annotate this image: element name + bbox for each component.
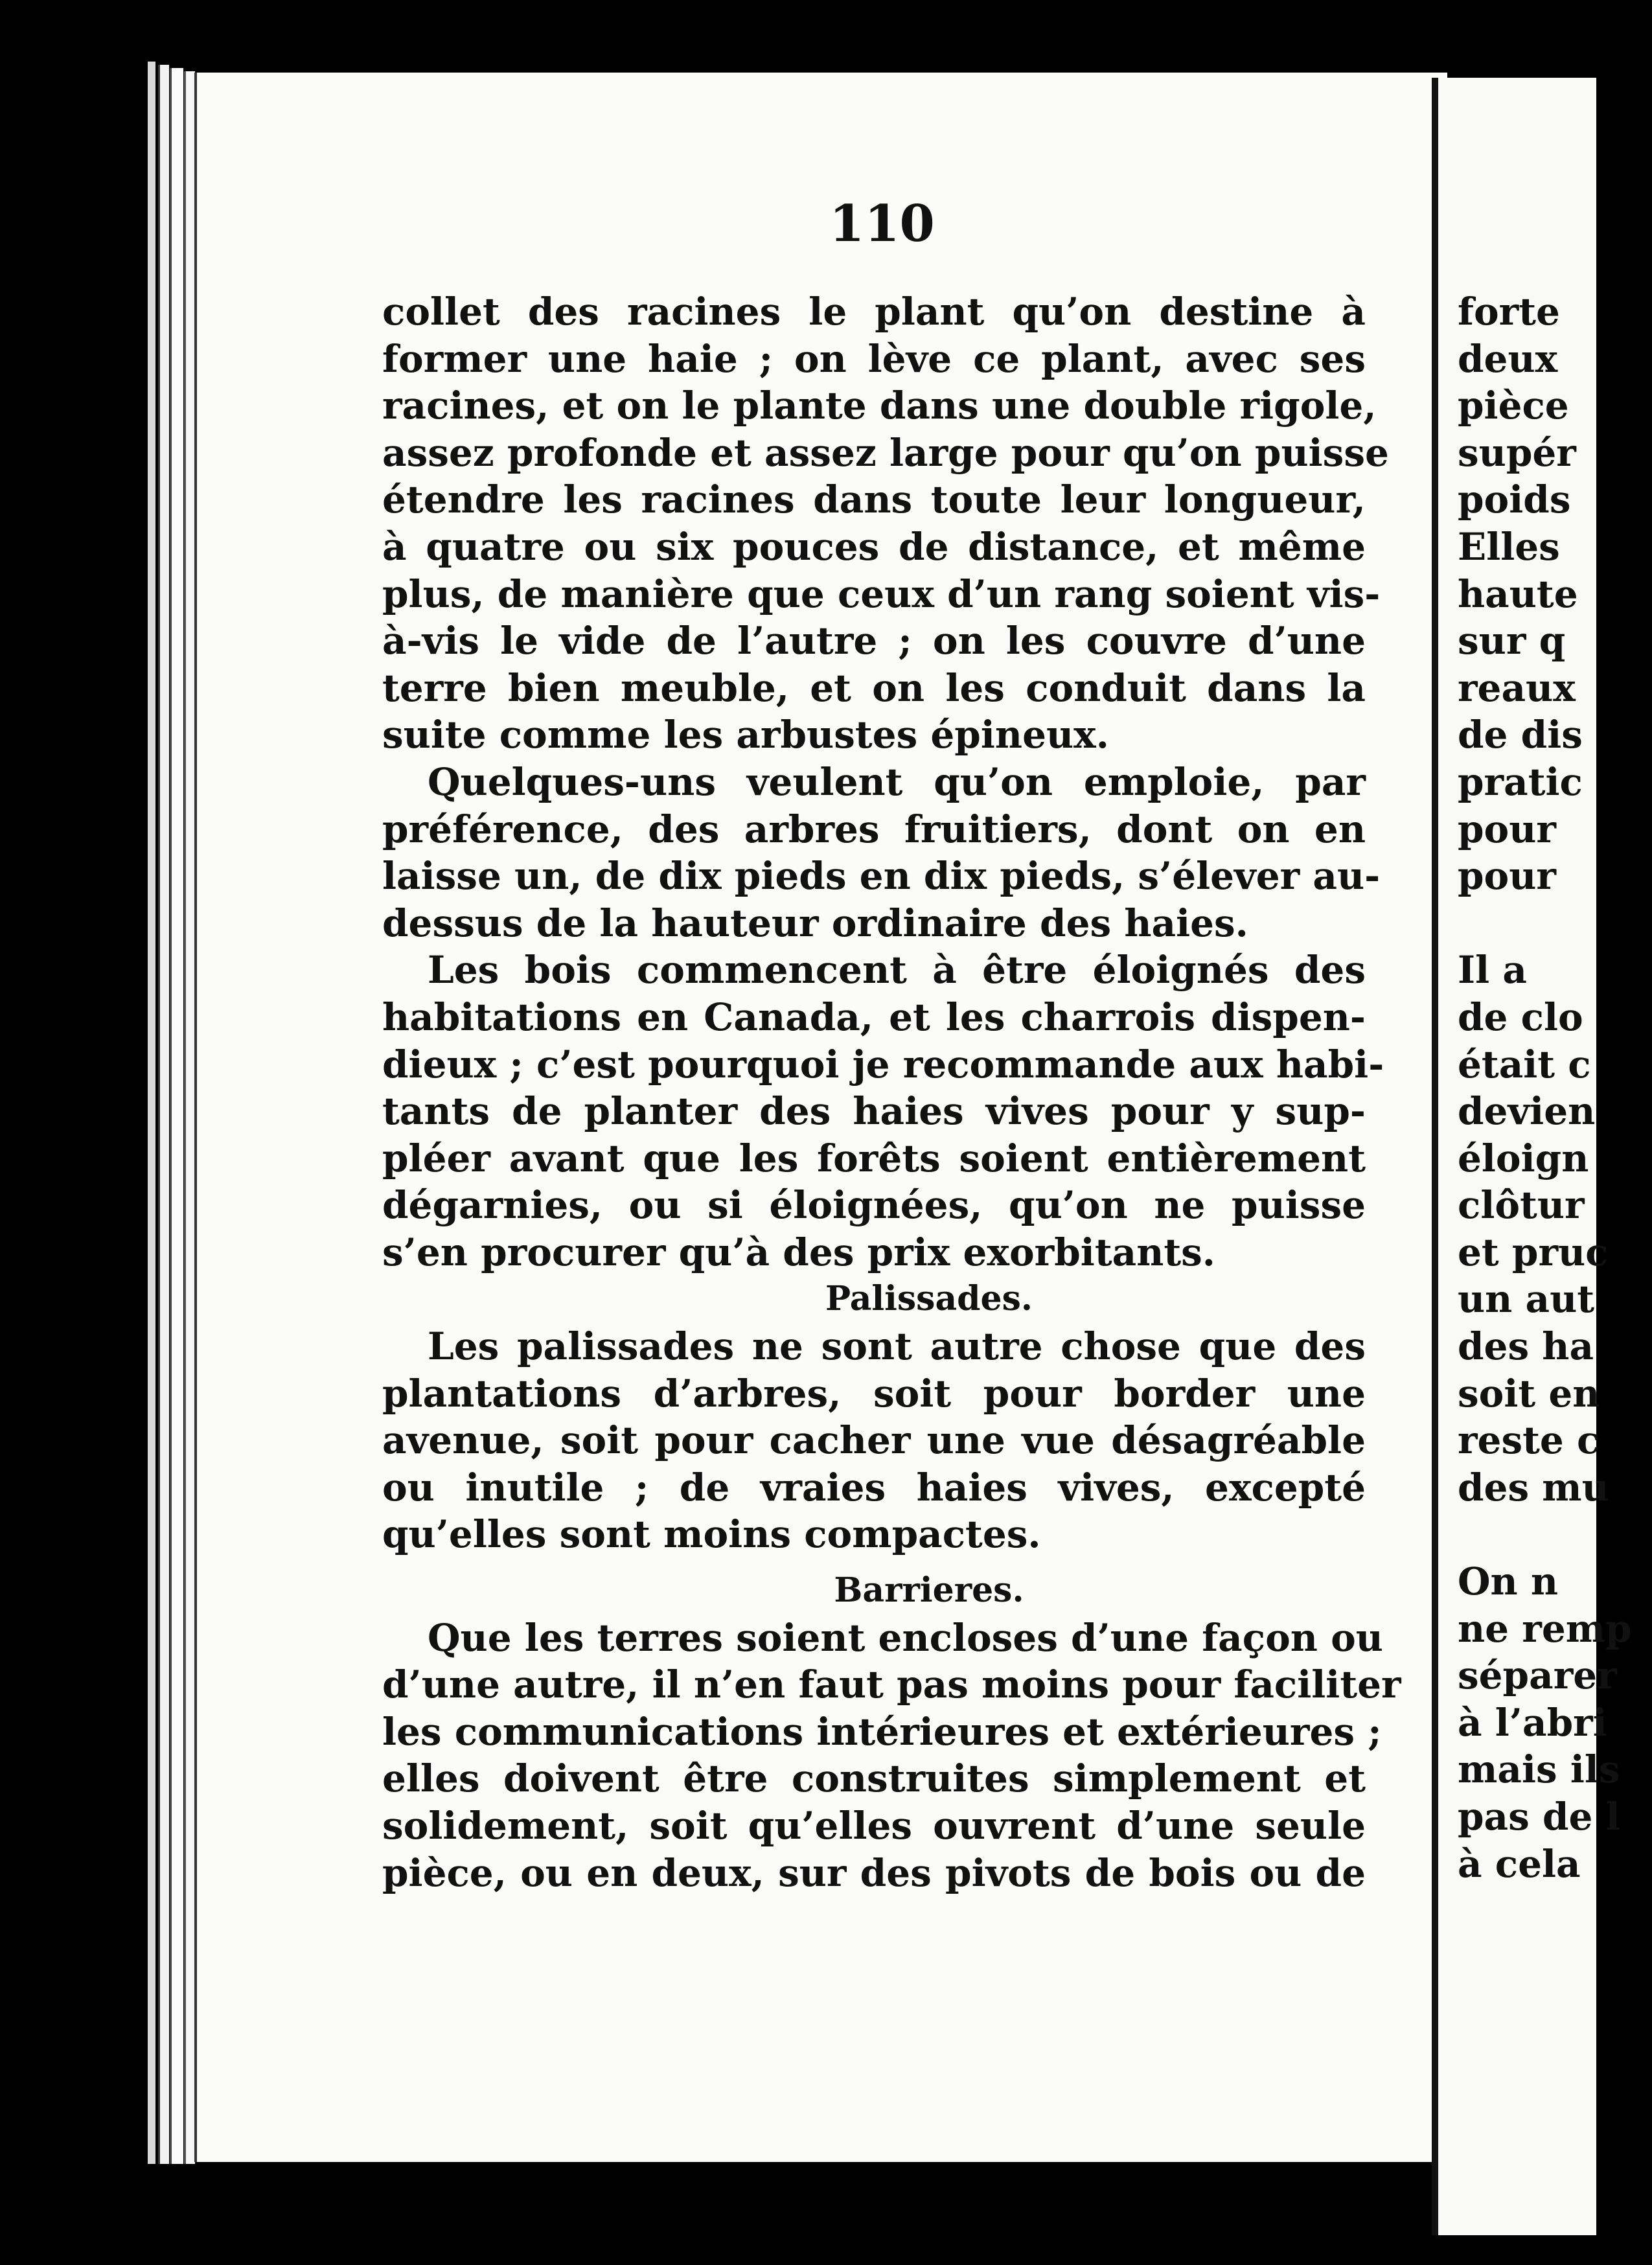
right-text-line: pour	[1458, 854, 1556, 899]
text-line: s’en procurer qu’à des prix exorbitants.	[382, 1230, 1215, 1274]
right-text-block-2	[1458, 947, 1652, 1511]
text-line: plus, de manière que ceux d’un rang soient vis-	[382, 571, 1381, 616]
text-line: dessus de la hauteur ordinaire des haies.	[382, 901, 1248, 945]
right-text-line: pour	[1458, 807, 1556, 851]
right-text-line: Elles	[1458, 524, 1560, 569]
right-text-line: éloign	[1458, 1136, 1589, 1180]
right-text-line: poids	[1458, 477, 1571, 522]
right-text-line: soit en	[1458, 1371, 1600, 1416]
page-stack-edge	[158, 65, 169, 2164]
text-line: terre bien meuble, et on les conduit dans la	[382, 665, 1366, 710]
text-line: pièce, ou en deux, sur des pivots de bois ou de	[382, 1850, 1366, 1895]
right-text-line: deux	[1458, 336, 1558, 381]
right-text-line: ne remp	[1458, 1606, 1632, 1651]
right-text-line: Il a	[1458, 948, 1527, 993]
left-page-body	[382, 288, 1401, 1896]
text-line: Que les terres soient encloses d’une façon ou	[428, 1615, 1383, 1660]
text-line: ou inutile ; de vraies haies vives, excepté	[382, 1465, 1366, 1510]
right-text-line: sur q	[1458, 619, 1566, 663]
text-block-intro	[382, 288, 1389, 1276]
text-line: plantations d’arbres, soit pour border une	[382, 1371, 1366, 1416]
text-block-palissades	[382, 1323, 1366, 1558]
right-text-line: séparer	[1458, 1653, 1617, 1698]
text-line: Quelques-uns veulent qu’on emploie, par	[428, 759, 1366, 804]
text-line: solidement, soit qu’elles ouvrent d’une seule	[382, 1804, 1366, 1848]
right-text-line: un aut	[1458, 1277, 1595, 1322]
text-line: à-vis le vide de l’autre ; on les couvre d’une	[382, 619, 1366, 663]
text-line: d’une autre, il n’en faut pas moins pour faciliter	[382, 1662, 1401, 1707]
right-text-line: reaux	[1458, 665, 1576, 710]
page-stack-edge	[184, 71, 195, 2164]
text-line: à quatre ou six pouces de distance, et même	[382, 524, 1366, 569]
right-text-block-1	[1458, 288, 1652, 900]
text-line: dieux ; c’est pourquoi je recommande aux habi-	[382, 1042, 1384, 1087]
right-text-line: de clo	[1458, 995, 1583, 1039]
text-line: Les bois commencent à être éloignés des	[428, 948, 1366, 993]
right-text-line: pièce	[1458, 384, 1569, 428]
right-text-line: On n	[1458, 1559, 1559, 1604]
right-text-line: mais ils	[1458, 1747, 1620, 1792]
right-text-line: et pruc	[1458, 1230, 1609, 1274]
text-line: racines, et on le plante dans une double rigole,	[382, 384, 1377, 428]
text-line: tants de planter des haies vives pour y sup-	[382, 1089, 1366, 1134]
right-text-block-3	[1458, 1558, 1652, 1887]
right-text-line: de dis	[1458, 713, 1583, 757]
text-line: étendre les racines dans toute leur longueur,	[382, 477, 1366, 522]
text-line: qu’elles sont moins compactes.	[382, 1512, 1041, 1557]
right-text-line: devien	[1458, 1089, 1596, 1134]
text-line: habitations en Canada, et les charrois dispen-	[382, 995, 1366, 1039]
text-line: préférence, des arbres fruitiers, dont on en	[382, 807, 1366, 851]
right-text-line: reste c	[1458, 1418, 1600, 1463]
right-text-line: clôtur	[1458, 1183, 1585, 1228]
right-text-line: à cela	[1458, 1841, 1581, 1886]
text-line: dégarnies, ou si éloignées, qu’on ne puisse	[382, 1183, 1366, 1228]
right-text-line: des ha	[1458, 1324, 1594, 1369]
right-text-line: forte	[1458, 290, 1560, 334]
page-stack-edge	[148, 62, 155, 2164]
right-text-line: pratic	[1458, 759, 1583, 804]
text-line: assez profonde et assez large pour qu’on puisse	[382, 430, 1389, 475]
right-text-line: haute	[1458, 571, 1578, 616]
right-text-line: pas de l	[1458, 1795, 1620, 1839]
text-line: former une haie ; on lève ce plant, avec ses	[382, 336, 1366, 381]
section-heading-palissades: Palissades.	[825, 1279, 1033, 1319]
text-line: suite comme les arbustes épineux.	[382, 713, 1109, 757]
right-page-body	[1458, 288, 1652, 1887]
page-number: 110	[829, 194, 935, 253]
text-line: laisse un, de dix pieds en dix pieds, s’élever au-	[382, 854, 1381, 899]
page-stack-edge	[170, 68, 183, 2164]
text-line: les communications intérieures et extérieures ;	[382, 1709, 1382, 1754]
text-line: collet des racines le plant qu’on destine à	[382, 290, 1366, 334]
text-block-barrieres	[382, 1615, 1401, 1897]
text-line: elles doivent être construites simplement et	[382, 1756, 1366, 1801]
text-line: Les palissades ne sont autre chose que des	[428, 1324, 1366, 1369]
right-text-line: était c	[1458, 1042, 1591, 1087]
text-line: pléer avant que les forêts soient entièrement	[382, 1136, 1366, 1180]
section-heading-barrieres: Barrieres.	[834, 1570, 1024, 1611]
right-text-line: des mu	[1458, 1465, 1609, 1510]
right-text-line: à l’abri	[1458, 1700, 1607, 1745]
text-line: avenue, soit pour cacher une vue désagréable	[382, 1418, 1366, 1463]
right-text-line: supér	[1458, 430, 1576, 475]
